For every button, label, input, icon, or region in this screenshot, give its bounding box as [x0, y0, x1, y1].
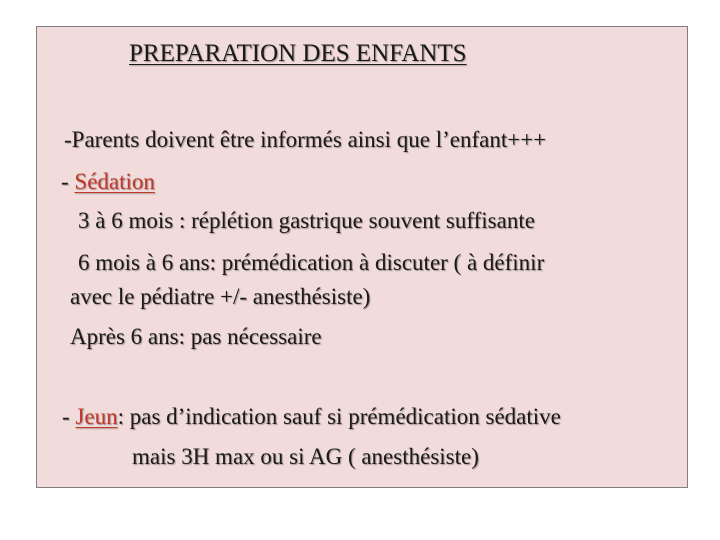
jeun-line-2: mais 3H max ou si AG ( anesthésiste) [132, 444, 479, 469]
parents-line: -Parents doivent être informés ainsi que l’enfant+++ [64, 127, 547, 152]
sedation-item-1: 3 à 6 mois : réplétion gastrique souvent suffisante [78, 208, 535, 233]
sedation-item-2b: avec le pédiatre +/- anesthésiste) [70, 284, 371, 309]
sedation-line [61, 170, 155, 193]
jeun-line [62, 405, 561, 428]
sedation-item-3: Après 6 ans: pas nécessaire [70, 324, 322, 349]
jeun-label: Jeun [75, 404, 118, 429]
sedation-prefix: - [61, 169, 75, 194]
jeun-prefix: - [62, 404, 76, 429]
jeun-text: : pas d’indication sauf si prémédication sédative [117, 404, 561, 429]
slide-title: PREPARATION DES ENFANTS [129, 40, 467, 67]
sedation-item-2a: 6 mois à 6 ans: prémédication à discuter ( à définir [78, 250, 545, 275]
slide-panel [36, 26, 688, 488]
sedation-label: Sédation [74, 169, 155, 194]
